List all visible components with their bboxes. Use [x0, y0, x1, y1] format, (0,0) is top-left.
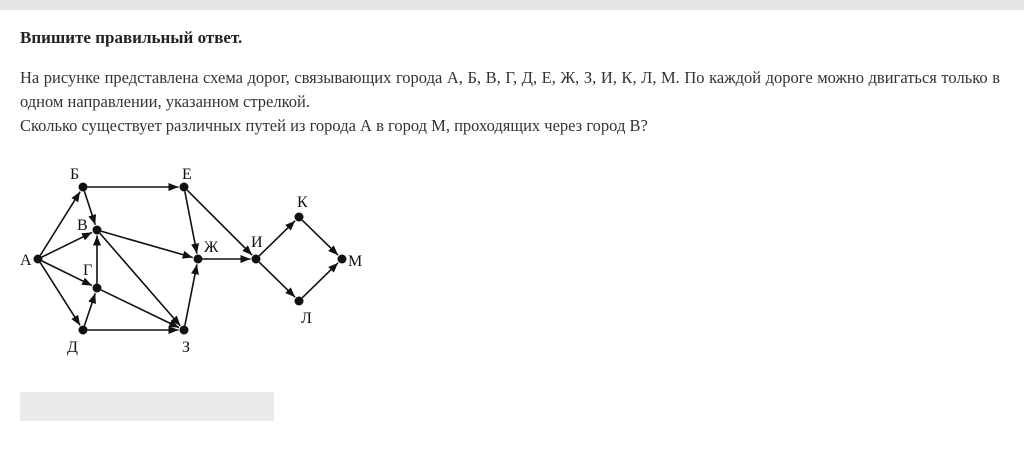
road-i-l	[259, 262, 295, 297]
city-node-g	[93, 284, 102, 293]
city-node-b	[79, 183, 88, 192]
road-d-g	[84, 293, 95, 326]
task-text	[20, 66, 1000, 138]
city-node-m	[338, 255, 347, 264]
road-l-m	[302, 263, 338, 298]
road-graph-svg	[0, 150, 400, 370]
road-z-zh	[185, 264, 197, 325]
city-label-d: Д	[67, 339, 78, 356]
task-instruction: Впишите правильный ответ.	[20, 28, 243, 47]
task-text-line-2: Сколько существует различных путей из города А в город М, проходящих через город В?	[20, 116, 648, 135]
road-e-i	[187, 190, 252, 255]
road-a-b	[40, 192, 80, 256]
city-label-b: Б	[70, 166, 80, 183]
city-label-zh: Ж	[204, 239, 219, 256]
road-e-zh	[185, 191, 197, 253]
city-node-e	[180, 183, 189, 192]
city-label-z: З	[182, 339, 191, 356]
road-a-d	[40, 263, 80, 326]
road-k-m	[302, 220, 338, 255]
city-label-v: В	[77, 217, 88, 234]
city-node-v	[93, 226, 102, 235]
top-bar	[0, 0, 1024, 10]
city-label-a: А	[20, 252, 32, 269]
task-text-line-1: На рисунке представлена схема дорог, связывающих города А, Б, В, Г, Д, Е, Ж, З, И, К, Л, М. По каждой дороге можно двигаться только в одном направлении, указанном стрелкой.	[20, 68, 1000, 111]
city-node-zh	[194, 255, 203, 264]
city-node-a	[34, 255, 43, 264]
city-node-k	[295, 213, 304, 222]
road-v-zh	[101, 231, 192, 257]
road-v-z	[100, 233, 180, 325]
city-node-d	[79, 326, 88, 335]
city-label-l: Л	[301, 310, 312, 327]
city-label-m: М	[348, 253, 363, 270]
road-i-k	[259, 221, 295, 256]
city-node-l	[295, 297, 304, 306]
city-node-i	[252, 255, 261, 264]
city-label-g: Г	[83, 262, 93, 279]
road-a-v	[42, 232, 92, 257]
road-g-z	[101, 290, 179, 328]
city-node-z	[180, 326, 189, 335]
city-label-i: И	[251, 234, 263, 251]
city-label-k: К	[297, 194, 308, 211]
edges-layer	[40, 187, 338, 330]
city-label-e: Е	[182, 166, 192, 183]
answer-input[interactable]	[20, 392, 274, 421]
road-graph	[0, 150, 400, 370]
